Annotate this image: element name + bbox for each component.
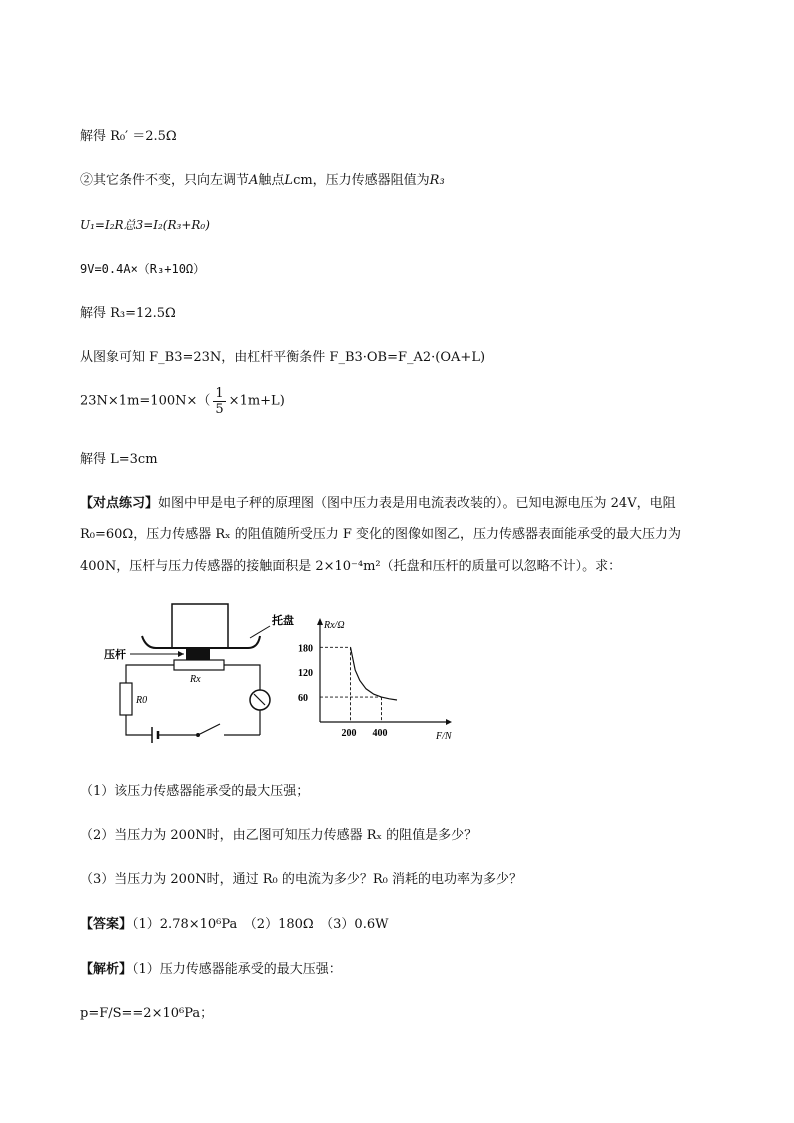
solution-line-2: ②其它条件不变，只向左调节A触点Lcm，压力传感器阻值为R₃ xyxy=(80,173,445,188)
r0-label: R0 xyxy=(136,695,148,706)
rx-sensor xyxy=(174,660,224,670)
analysis-line: 【解析】（1）压力传感器能承受的最大压强： xyxy=(80,962,342,977)
answer-tag: 【答案】 xyxy=(80,917,133,932)
exercise-tag: 【对点练习】 xyxy=(80,496,159,511)
weight-block xyxy=(172,604,228,648)
fraction-one-fifth: $\frac{1}{5}$ xyxy=(215,386,224,417)
x-axis-label: F/N xyxy=(436,731,452,742)
y-tick-120: 120 xyxy=(298,668,313,680)
tray-label: 托盘 xyxy=(272,615,294,627)
exercise-line-3: 400N，压杆与压力传感器的接触面积是 2×10⁻⁴m²（托盘和压杆的质量可以忽略不计）。求： xyxy=(80,559,622,574)
exercise-line-1: 【对点练习】如图中甲是电子秤的原理图（图中压力表是用电流表改装的）。已知电源电压为 24V，电阻 xyxy=(80,496,676,511)
solution-line-5: 解得 R₃=12.5Ω xyxy=(80,306,176,321)
x-tick-400: 400 xyxy=(372,728,388,739)
y-axis-arrow xyxy=(317,618,323,625)
solution-line-3: U₁=I₂R总3=I₂(R₃+R₀) xyxy=(80,218,210,232)
solution-line-8: 解得 L=3cm xyxy=(80,452,158,467)
question-1: （1）该压力传感器能承受的最大压强； xyxy=(80,784,310,799)
switch-blade xyxy=(198,724,220,735)
rx-force-graph xyxy=(290,612,460,748)
solution-line-4: 9V=0.4A×（R₃+10Ω） xyxy=(80,262,206,276)
solution-line-7: 23N×1m=100N×（ $\frac{1}{5}$ ×1m+L) xyxy=(80,386,285,417)
rx-label: Rx xyxy=(190,674,201,685)
rod-arrowhead xyxy=(178,651,184,657)
solution-line-1: 解得 R₀′ ＝2.5Ω xyxy=(80,129,177,144)
analysis-formula: p=F/S==2×10⁶Pa； xyxy=(80,1006,214,1021)
x-axis-arrow xyxy=(446,719,452,725)
rod-label: 压杆 xyxy=(104,649,126,661)
analysis-tag: 【解析】 xyxy=(80,962,133,977)
r0-resistor xyxy=(120,683,132,715)
solution-line-6: 从图象可知 F_B3=23N，由杠杆平衡条件 F_B3·OB=F_A2·(OA+L) xyxy=(80,350,486,365)
question-2: （2）当压力为 200N时，由乙图可知压力传感器 Rₓ 的阻值是多少？ xyxy=(80,828,478,843)
x-tick-200: 200 xyxy=(341,728,357,739)
y-tick-180: 180 xyxy=(298,643,313,655)
circuit-diagram xyxy=(90,600,294,750)
y-tick-60: 60 xyxy=(298,693,308,705)
rx-curve xyxy=(351,647,398,700)
answer-line: 【答案】（1）2.78×10⁶Pa （2）180Ω （3）0.6W xyxy=(80,917,389,932)
pressure-rod xyxy=(186,648,210,660)
exercise-line-2: R₀=60Ω，压力传感器 Rₓ 的阻值随所受压力 F 变化的图像如图乙，压力传感器表面能承受的最大压力为 xyxy=(80,527,682,542)
question-3: （3）当压力为 200N时，通过 R₀ 的电流为多少？R₀ 消耗的电功率为多少？ xyxy=(80,872,522,887)
y-axis-label: Rx/Ω xyxy=(324,620,345,631)
